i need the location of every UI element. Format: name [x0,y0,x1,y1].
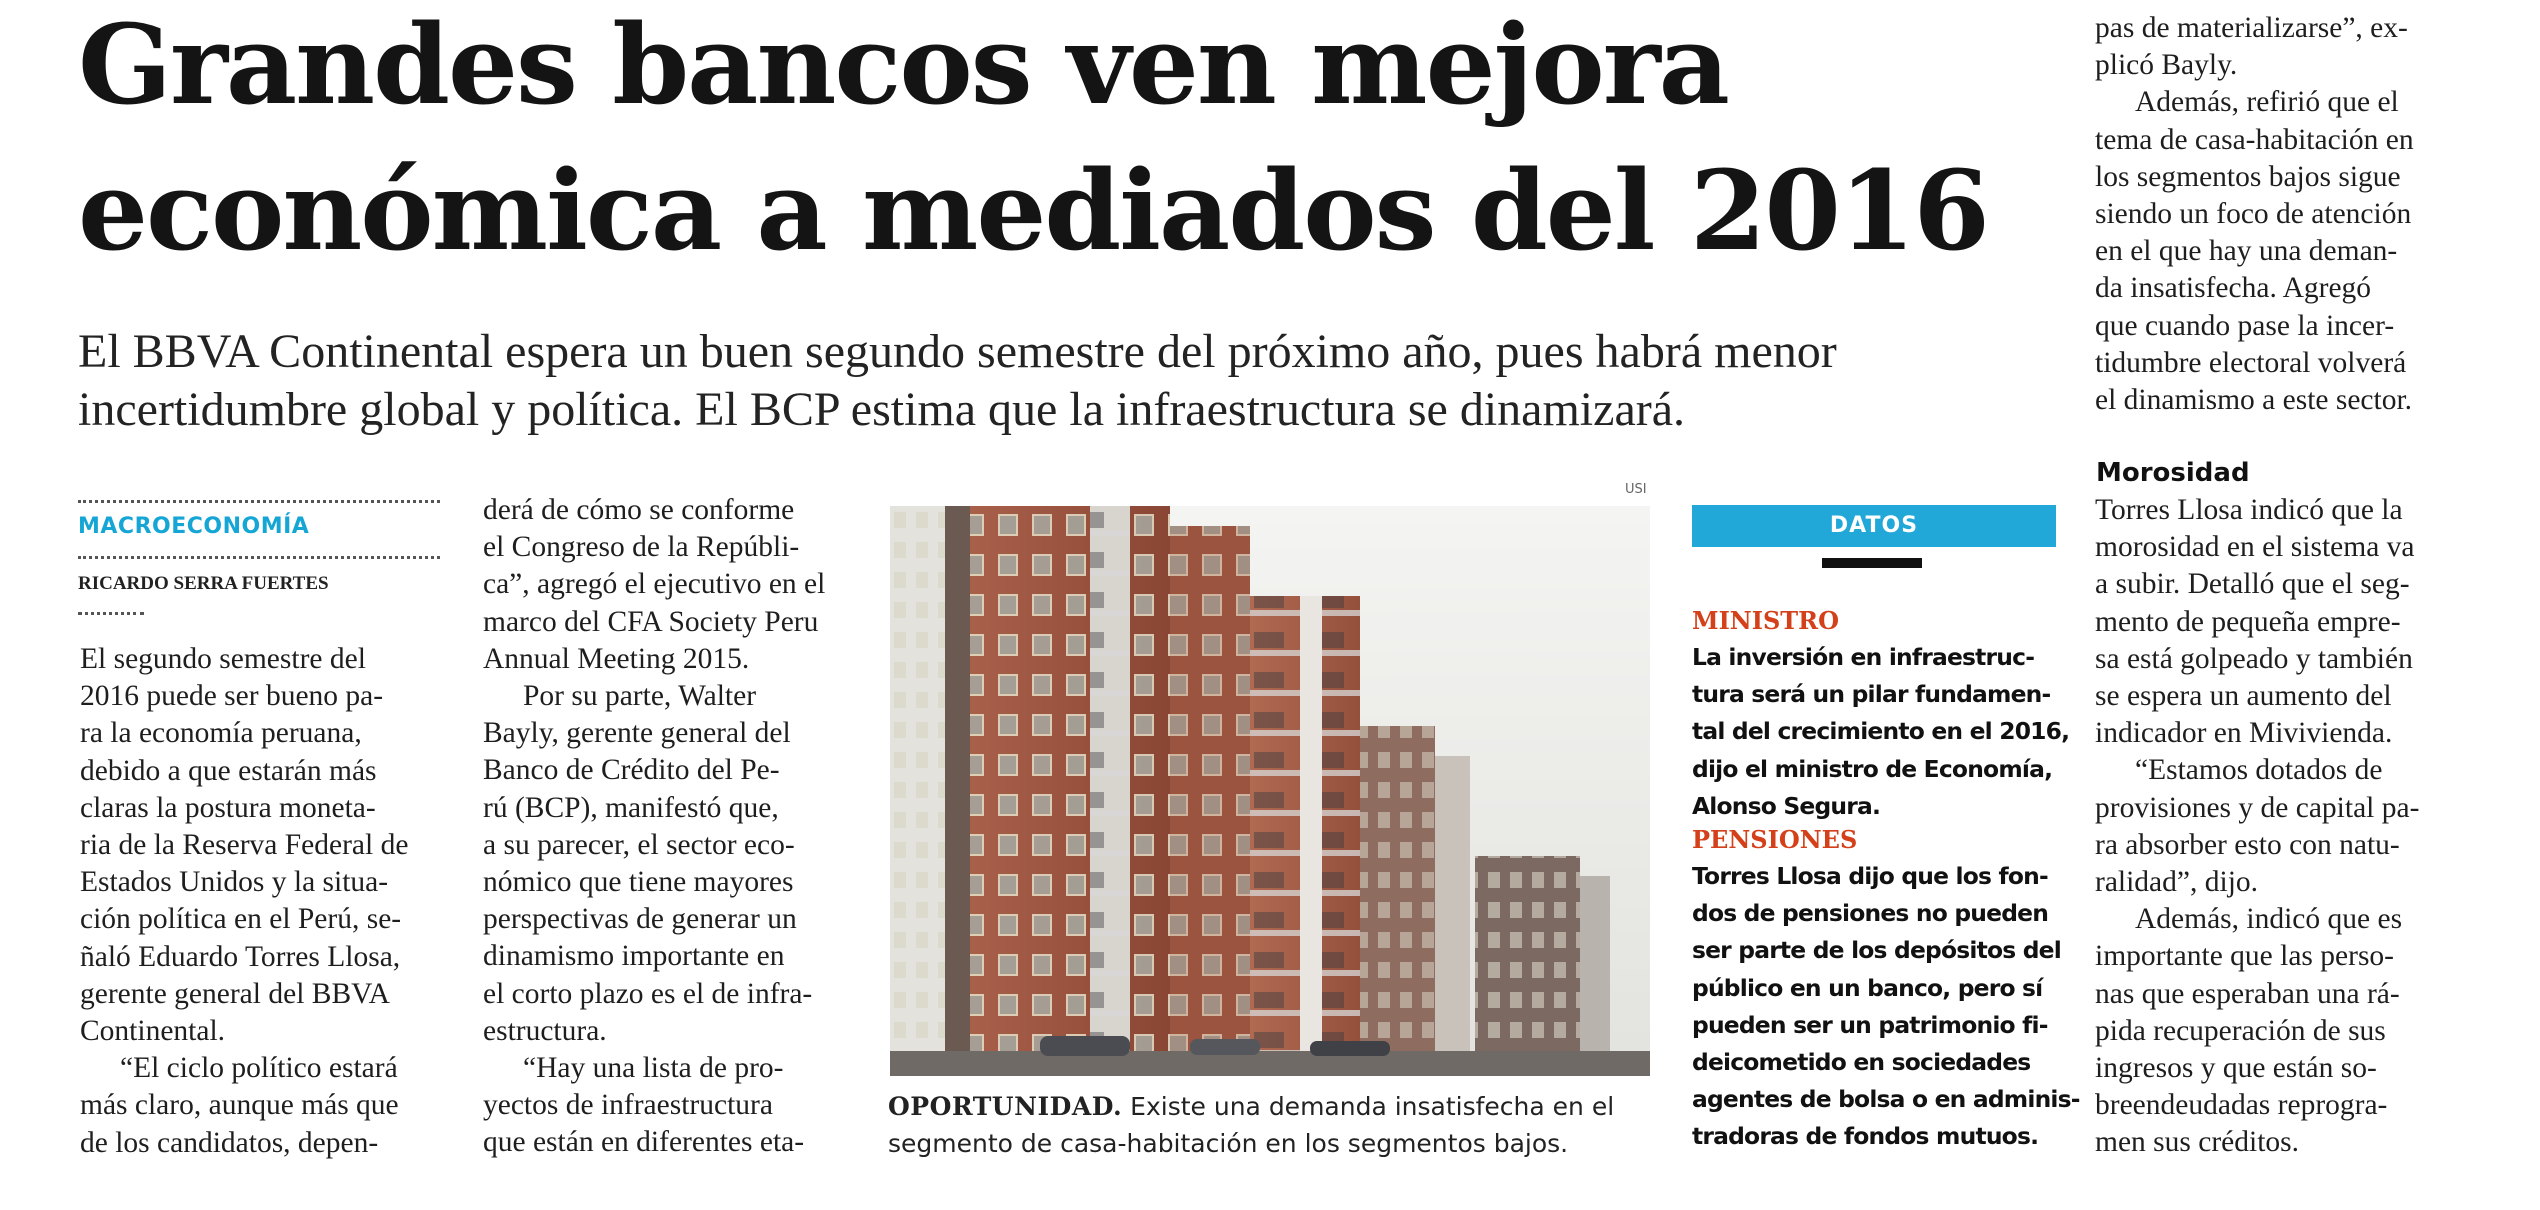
body-line: el Congreso de la Repúbli- [483,531,800,564]
body-line: en el que hay una deman- [2095,235,2398,268]
body-line: el corto plazo es el de infra- [483,977,813,1010]
datos-line: dos de pensiones no pueden [1692,899,2049,928]
body-line: claras la postura moneta- [80,791,376,824]
body-line: rú (BCP), manifestó que, [483,791,779,824]
body-line: que están en diferentes eta- [483,1126,805,1159]
headline [78,0,2068,284]
body-line: de los candidatos, depen- [80,1126,379,1159]
deck-line-2: incertidumbre global y política. El BCP estima que la infraestructura se dinamizará. [78,383,1686,436]
body-line: dinamismo importante en [483,940,785,973]
body-line: ra absorber esto con natu- [2095,828,2400,861]
body-line: nómico que tiene mayores [483,866,794,899]
body-line: Banco de Crédito del Pe- [483,754,780,787]
deck-line-1: El BBVA Continental espera un buen segundo semestre del próximo año, pues habrá menor [78,325,1837,378]
datos-line: Alonso Segura. [1692,791,1881,820]
datos-ministro-text [1692,639,2072,825]
caption-text-1: Existe una demanda insatisfecha en el [1122,1092,1615,1121]
body-line: tema de casa-habitación en [2095,123,2414,156]
body-column-4-bottom [2095,492,2505,1162]
datos-header: DATOS [1692,505,2056,547]
body-line: importante que las perso- [2095,940,2395,973]
datos-pensiones-text [1692,858,2080,1156]
photo-credit: USI [1625,482,1647,497]
body-line: Annual Meeting 2015. [483,642,750,675]
body-line: pas de materializarse”, ex- [2095,12,2408,44]
byline-rule-short [78,612,144,615]
body-line: más claro, aunque más que [80,1089,399,1122]
body-line: sa está golpeado y también [2095,642,2413,675]
datos-line: público en un banco, pero sí [1692,973,2043,1002]
body-line: Continental. [80,1015,226,1048]
body-line: los segmentos bajos sigue [2095,160,2401,193]
headline-line-1: Grandes bancos ven mejora [78,0,1728,129]
body-line: a su parecer, el sector eco- [483,828,795,861]
datos-line: tura será un pilar fundamen- [1692,680,2051,709]
body-line: debido a que estarán más [80,754,377,787]
body-line: “El ciclo político estará [120,1052,398,1085]
byline-rule-top [78,500,440,503]
datos-line: deicometido en sociedades [1692,1048,2031,1077]
datos-underbar [1822,558,1922,568]
body-line: breendeudadas reprogra- [2095,1089,2388,1122]
headline-line-2: económica a mediados del 2016 [78,146,1988,275]
building-photo [890,506,1650,1076]
apartment-buildings-image [890,506,1650,1076]
subhead-morosidad: Morosidad [2096,458,2250,488]
body-line: ralidad”, dijo. [2095,866,2259,899]
body-line: indicador en Mivivienda. [2095,717,2393,750]
body-line: plicó Bayly. [2095,49,2238,82]
body-line: yectos de infraestructura [483,1089,773,1122]
datos-pensiones-heading: PENSIONES [1692,825,1858,855]
body-line: ca”, agregó el ejecutivo en el [483,568,826,601]
datos-line: tradoras de fondos mutuos. [1692,1122,2039,1151]
body-column-4-top [2095,10,2505,419]
body-line: Por su parte, Walter [523,680,757,713]
body-line: provisiones y de capital pa- [2095,791,2420,824]
datos-line: Torres Llosa dijo que los fon- [1692,862,2048,891]
body-line: Estados Unidos y la situa- [80,866,389,899]
body-line: estructura. [483,1014,607,1047]
body-line: ria de la Reserva Federal de [80,829,409,862]
body-line: Además, refirió que el [2135,86,2399,119]
datos-content [1692,606,2080,1156]
body-line: que cuando pase la incer- [2095,309,2395,342]
caption-text-2: segmento de casa-habitación en los segmentos bajos. [888,1129,1569,1158]
datos-line: dijo el ministro de Economía, [1692,754,2053,783]
datos-line: pueden ser un patrimonio fi- [1692,1010,2048,1039]
body-line: Además, indicó que es [2135,903,2403,936]
author-name: RICARDO SERRA FUERTES [78,573,329,594]
body-line: marco del CFA Society Peru [483,605,819,638]
body-line: ñaló Eduardo Torres Llosa, [80,940,401,973]
body-line: a subir. Detalló que el seg- [2095,568,2410,601]
datos-line: agentes de bolsa o en adminis- [1692,1085,2080,1114]
caption-bold: OPORTUNIDAD. [888,1092,1123,1121]
body-line: El segundo semestre del [80,643,366,675]
body-line: morosidad en el sistema va [2095,531,2415,564]
photo-caption [888,1088,1648,1162]
body-line: 2016 puede ser bueno pa- [80,680,384,713]
body-line: ra la economía peruana, [80,717,362,750]
body-line: “Estamos dotados de [2135,754,2383,787]
body-line: nas que esperaban una rá- [2095,977,2400,1010]
body-column-2 [483,492,855,1162]
body-line: Bayly, gerente general del [483,717,791,750]
body-line: gerente general del BBVA [80,977,390,1010]
deck [78,323,2028,439]
datos-line: La inversión en infraestruc- [1692,643,2035,671]
body-line: “Hay una lista de pro- [523,1052,784,1085]
body-line: Torres Llosa indicó que la [2095,494,2403,526]
body-line: derá de cómo se conforme [483,494,795,526]
body-line: men sus créditos. [2095,1126,2300,1159]
body-line: da insatisfecha. Agregó [2095,272,2372,305]
body-line: siendo un foco de atención [2095,198,2412,231]
body-line: mento de pequeña empre- [2095,605,2401,638]
body-line: ingresos y que están so- [2095,1052,2377,1085]
byline-rule-middle [78,556,440,559]
body-line: se espera un aumento del [2095,680,2392,713]
datos-ministro-heading: MINISTRO [1692,606,1839,635]
section-label: MACROECONOMÍA [78,514,310,539]
body-line: ción política en el Perú, se- [80,903,402,936]
body-line: perspectivas de generar un [483,903,797,936]
body-line: pida recuperación de sus [2095,1014,2386,1047]
datos-line: tal del crecimiento en el 2016, [1692,717,2070,746]
datos-line: ser parte de los depósitos del [1692,936,2061,965]
body-line: el dinamismo a este sector. [2095,384,2413,417]
body-line: tidumbre electoral volverá [2095,346,2407,379]
body-column-1 [80,641,450,1162]
